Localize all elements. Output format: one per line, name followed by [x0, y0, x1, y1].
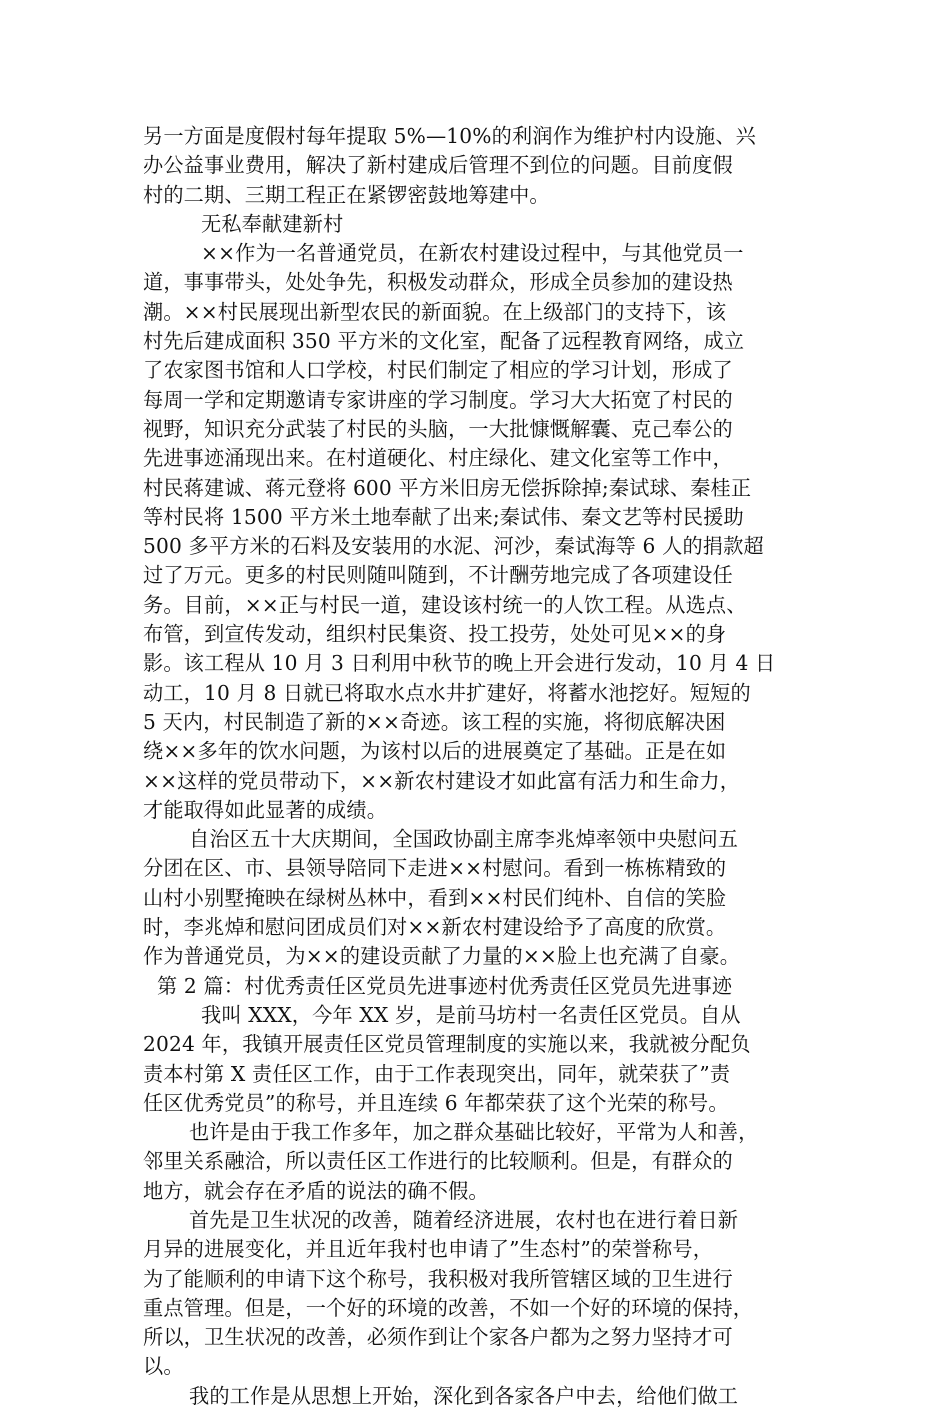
text-line: 2024 年，我镇开展责任区党员管理制度的实施以来，我就被分配负: [143, 1032, 751, 1057]
document-body: [143, 122, 819, 1411]
text-line: 5 天内，村民制造了新的××奇迹。该工程的实施，将彻底解决困: [143, 709, 726, 734]
text-line: 道，事事带头，处处争先，积极发动群众，形成全员参加的建设热: [143, 270, 733, 295]
text-line: ××这样的党员带动下，××新农村建设才如此富有活力和生命力，: [143, 768, 741, 793]
text-line: 以。: [143, 1354, 184, 1379]
text-line: 村先后建成面积 350 平方米的文化室，配备了远程教育网络，成立: [143, 329, 745, 354]
text-line: 务。目前，××正与村民一道，建设该村统一的人饮工程。从选点、: [143, 592, 747, 617]
article-heading: 第 2 篇：村优秀责任区党员先进事迹村优秀责任区党员先进事迹: [157, 973, 733, 998]
text-line: 任区优秀党员”的称号，并且连续 6 年都荣获了这个光荣的称号。: [143, 1090, 729, 1115]
text-line: 视野，知识充分武装了村民的头脑，一大批慷慨解囊、克己奉公的: [143, 416, 733, 441]
text-line: 作为普通党员，为××的建设贡献了力量的××脸上也充满了自豪。: [143, 944, 741, 969]
text-line: 邻里关系融洽，所以责任区工作进行的比较顺利。但是，有群众的: [143, 1149, 733, 1174]
paragraph-first-line: 首先是卫生状况的改善，随着经济进展，农村也在进行着日新: [189, 1207, 739, 1232]
paragraph-first-line: 我的工作是从思想上开始，深化到各家各户中去，给他们做工: [189, 1383, 739, 1408]
section-subheading: 无私奉献建新村: [201, 211, 344, 236]
paragraph-first-line: 自治区五十大庆期间，全国政协副主席李兆焯率领中央慰问五: [189, 827, 739, 852]
text-line: 办公益事业费用，解决了新村建成后管理不到位的问题。目前度假: [143, 153, 733, 178]
paragraph-first-line: 也许是由于我工作多年，加之群众基础比较好，平常为人和善，: [189, 1120, 759, 1145]
text-line: 了农家图书馆和人口学校，村民们制定了相应的学习计划，形成了: [143, 358, 733, 383]
text-line: 潮。××村民展现出新型农民的新面貌。在上级部门的支持下，该: [143, 299, 727, 324]
paragraph-first-line: 我叫 XXX，今年 XX 岁，是前马坊村一名责任区党员。自从: [201, 1002, 741, 1027]
text-line: 时，李兆焯和慰问团成员们对××新农村建设给予了高度的欣赏。: [143, 915, 727, 940]
text-line: 绕××多年的饮水问题，为该村以后的进展奠定了基础。正是在如: [143, 739, 727, 764]
text-line: 所以，卫生状况的改善，必须作到让个家各户都为之努力坚持才可: [143, 1325, 733, 1350]
text-line: 山村小别墅掩映在绿树丛林中，看到××村民们纯朴、自信的笑脸: [143, 885, 727, 910]
text-line: 动工，10 月 8 日就已将取水点水井扩建好，将蓄水池挖好。短短的: [143, 680, 751, 705]
paragraph-first-line: ××作为一名普通党员，在新农村建设过程中，与其他党员一: [201, 241, 744, 266]
text-line: 500 多平方米的石料及安装用的水泥、河沙，秦试海等 6 人的捐款超: [143, 534, 764, 559]
text-line: 月异的进展变化，并且近年我村也申请了”生态村”的荣誉称号，: [143, 1237, 714, 1262]
text-line: 才能取得如此显著的成绩。: [143, 797, 388, 822]
text-line: 布管，到宣传发动，组织村民集资、投工投劳，处处可见××的身: [143, 622, 727, 647]
text-line: 村民蒋建诚、蒋元登将 600 平方米旧房无偿拆除掉;秦试球、秦桂正: [143, 475, 752, 500]
text-line: 先进事迹涌现出来。在村道硬化、村庄绿化、建文化室等工作中，: [143, 446, 733, 471]
text-line: 为了能顺利的申请下这个称号，我积极对我所管辖区域的卫生进行: [143, 1266, 733, 1291]
text-line: 过了万元。更多的村民则随叫随到，不计酬劳地完成了各项建设任: [143, 563, 733, 588]
text-line: 另一方面是度假村每年提取 5%—10%的利润作为维护村内设施、兴: [143, 124, 756, 148]
text-line: 影。该工程从 10 月 3 日利用中秋节的晚上开会进行发动，10 月 4 日: [143, 651, 776, 676]
text-line: 每周一学和定期邀请专家讲座的学习制度。学习大大拓宽了村民的: [143, 387, 733, 412]
text-line: 重点管理。但是，一个好的环境的改善，不如一个好的环境的保持，: [143, 1295, 754, 1320]
text-line: 地方，就会存在矛盾的说法的确不假。: [143, 1178, 489, 1203]
text-line: 村的二期、三期工程正在紧锣密鼓地筹建中。: [143, 182, 550, 207]
text-line: 等村民将 1500 平方米土地奉献了出来;秦试伟、秦文艺等村民援助: [143, 504, 744, 529]
text-line: 分团在区、市、县领导陪同下走进××村慰问。看到一栋栋精致的: [143, 856, 727, 881]
text-line: 责本村第 X 责任区工作，由于工作表现突出，同年，就荣获了”责: [143, 1061, 731, 1086]
